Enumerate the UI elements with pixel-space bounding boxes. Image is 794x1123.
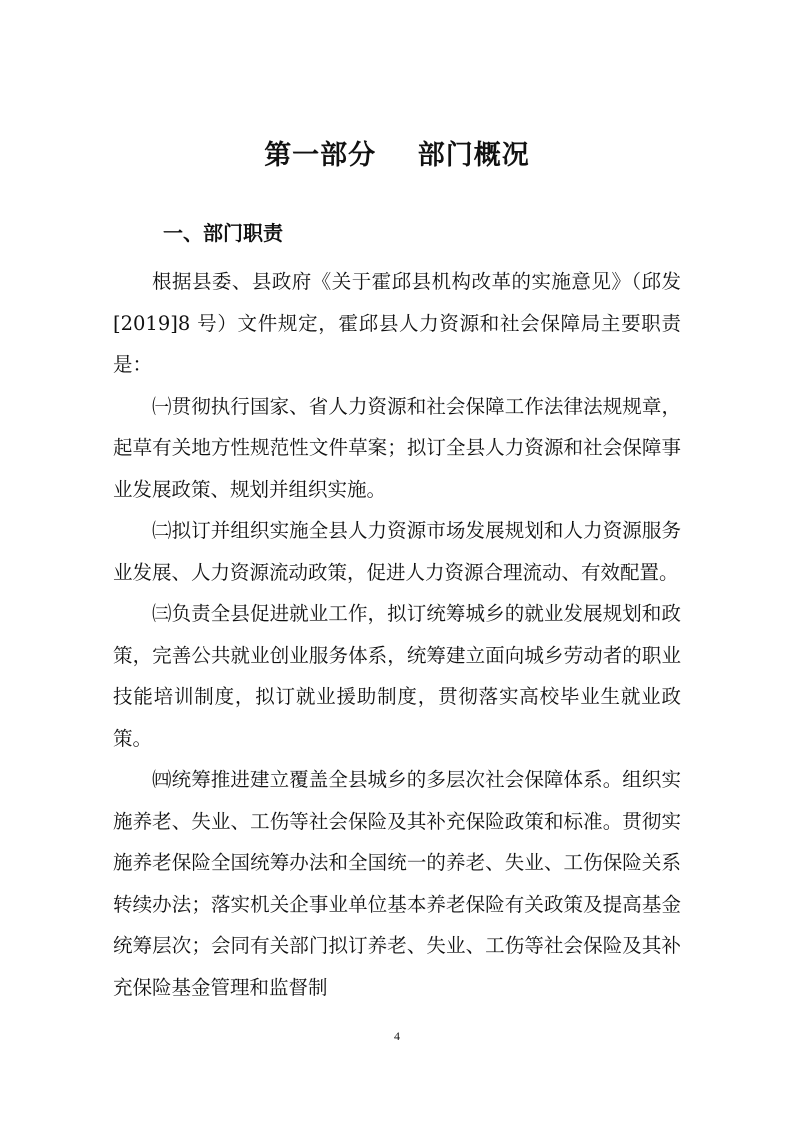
part-title: 第一部分 部门概况	[264, 140, 530, 171]
section-heading: 一、部门职责	[163, 221, 283, 245]
body-text	[113, 261, 681, 1008]
paragraph-duty-4: ㈣统筹推进建立覆盖全县城乡的多层次社会保障体系。组织实施养老、失业、工伤等社会保险及其补充保险政策和标准。贯彻实施养老保险全国统筹办法和全国统一的养老、失业、工伤保险关系转续办法；落实机关企事业单位基本养老保险有关政策及提高基金统筹层次；会同有关部门拟订养老、失业、工伤等社会保险及其补充保险基金管理和监督制	[113, 768, 681, 999]
page-number: 4	[394, 1029, 400, 1043]
paragraph-intro: 根据县委、县政府《关于霍邱县机构改革的实施意见》（邱发[2019]8 号）文件规定，霍邱县人力资源和社会保障局主要职责是：	[113, 270, 681, 376]
paragraph-duty-2: ㈡拟订并组织实施全县人力资源市场发展规划和人力资源服务业发展、人力资源流动政策，促进人力资源合理流动、有效配置。	[113, 519, 681, 584]
paragraph-duty-3: ㈢负责全县促进就业工作，拟订统筹城乡的就业发展规划和政策，完善公共就业创业服务体系，统筹建立面向城乡劳动者的职业技能培训制度，拟订就业援助制度，贯彻落实高校毕业生就业政策。	[113, 602, 681, 750]
paragraph-duty-1: ㈠贯彻执行国家、省人力资源和社会保障工作法律法规规章，起草有关地方性规范性文件草案；拟订全县人力资源和社会保障事业发展政策、规划并组织实施。	[113, 394, 681, 501]
